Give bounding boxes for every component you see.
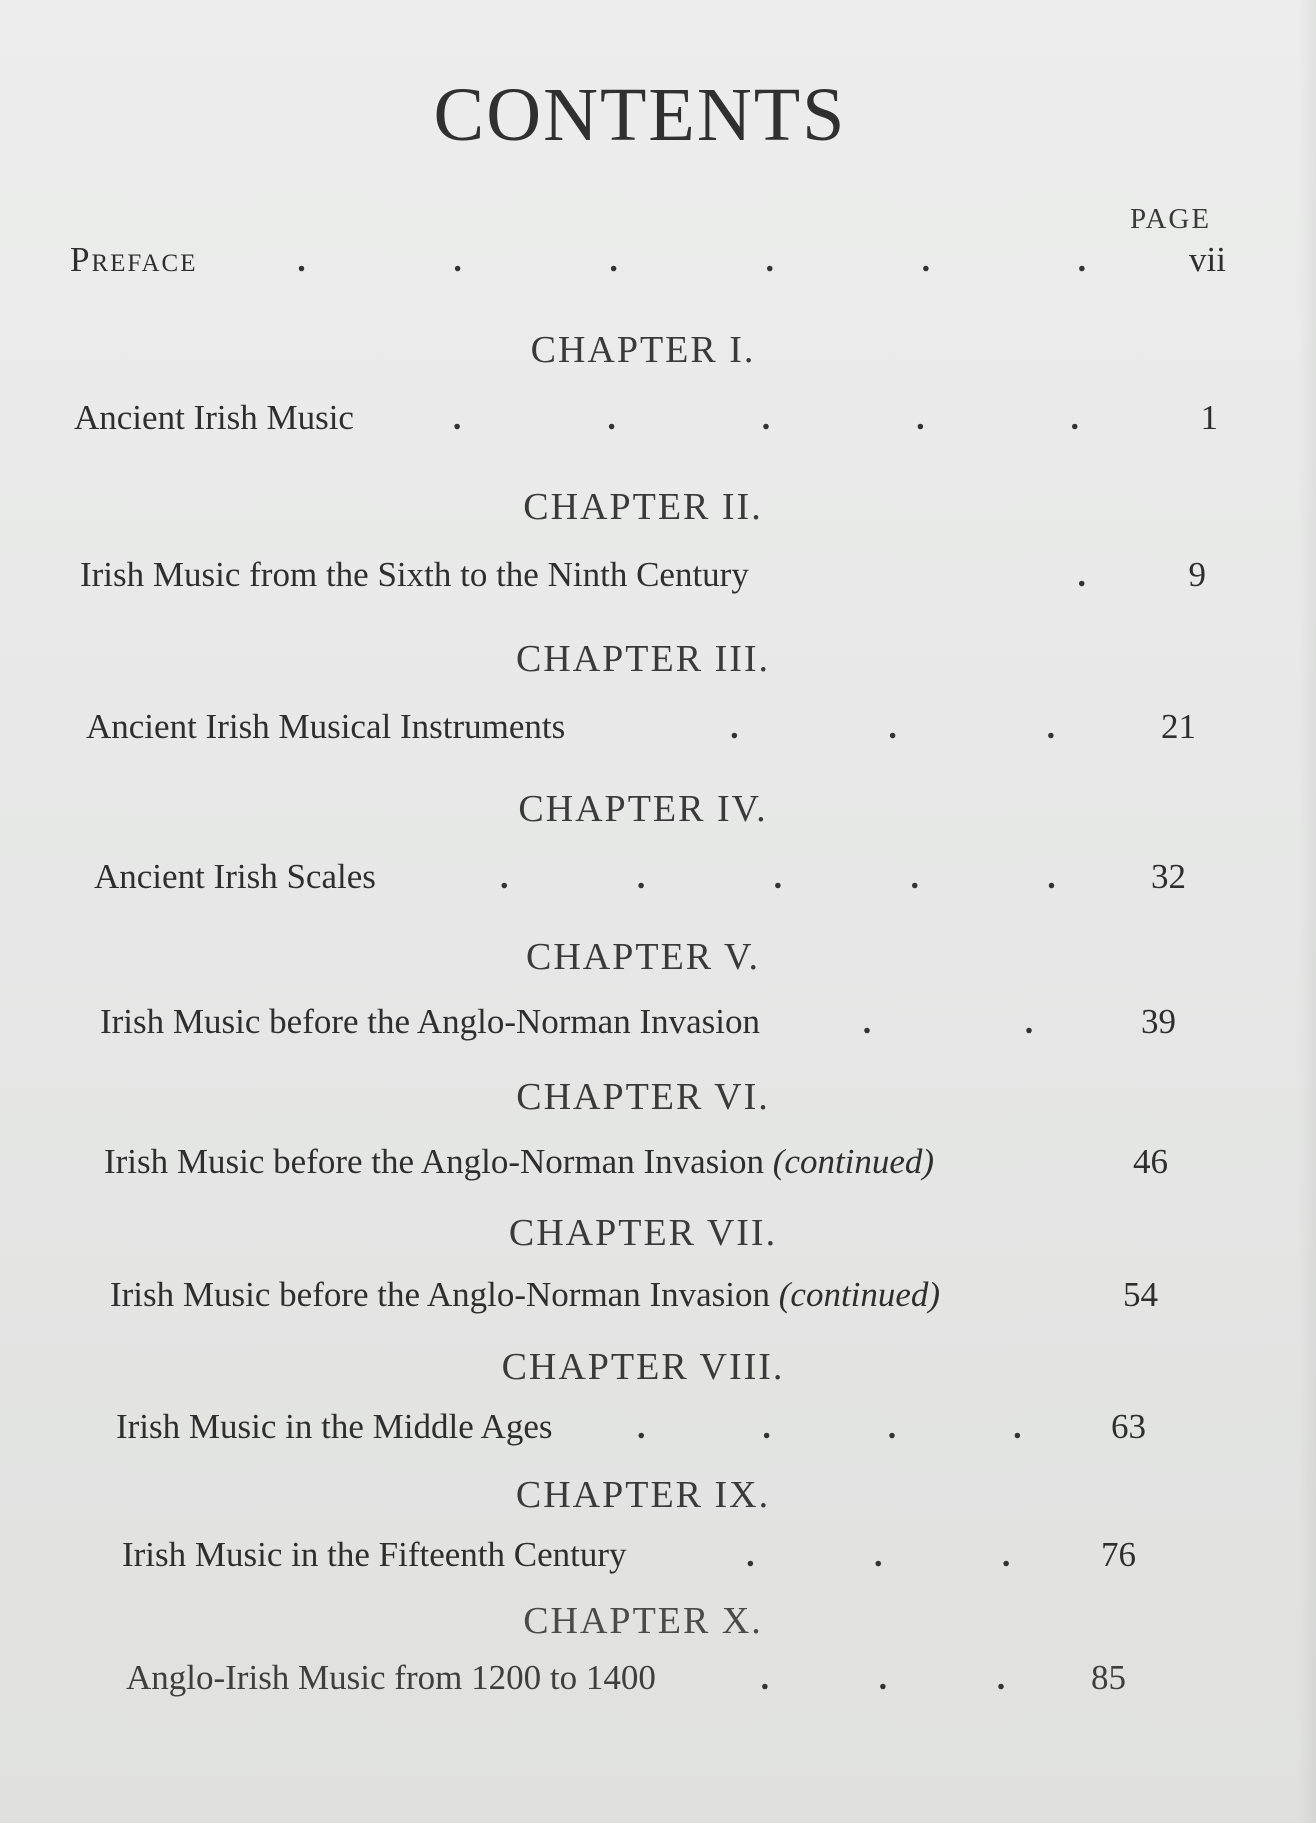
dot-leader: . . . [730,709,1056,746]
chapter-2-title: Irish Music from the Sixth to the Ninth Century [80,555,749,594]
chapter-8-page-number: 63 [1111,1407,1146,1446]
toc-entry-chapter-10 [126,1648,1126,1698]
chapter-heading-4: CHAPTER IV. [518,788,768,830]
page-column-label: PAGE [1130,203,1212,235]
chapter-2-page-number: 9 [1188,555,1206,594]
preface-label: Preface [70,240,198,279]
chapter-4-page-number: 32 [1151,857,1186,896]
preface-page-number: vii [1189,240,1226,279]
dot-leader: . . . [746,1537,1011,1574]
dot-leader: . . . . . . [297,242,1087,279]
chapter-4-title: Ancient Irish Scales [94,857,376,896]
toc-entry-chapter-4 [94,847,1186,897]
toc-entry-preface [70,230,1226,280]
chapter-heading-10: CHAPTER X. [523,1600,763,1642]
chapter-5-title: Irish Music before the Anglo-Norman Invasion [100,1002,760,1041]
chapter-9-page-number: 76 [1101,1535,1136,1574]
chapter-heading-3: CHAPTER III. [515,638,771,680]
chapter-heading-2: CHAPTER II. [523,486,763,528]
chapter-heading-5: CHAPTER V. [526,936,760,978]
chapter-10-title: Anglo-Irish Music from 1200 to 1400 [126,1658,656,1697]
chapter-6-title-note: (continued) [772,1142,935,1181]
toc-entry-chapter-7 [110,1265,1158,1315]
chapter-3-page-number: 21 [1161,707,1196,746]
dot-leader: . . . [760,1660,1006,1697]
toc-entry-chapter-1 [74,388,1218,438]
chapter-heading-6: CHAPTER VI. [516,1076,770,1118]
chapter-heading-1: CHAPTER I. [530,329,756,371]
toc-entry-chapter-2 [80,545,1206,595]
toc-entry-chapter-8 [116,1397,1146,1447]
chapter-1-page-number: 1 [1200,398,1218,437]
chapter-6-title-text: Irish Music before the Anglo-Norman Invasion [104,1142,764,1181]
chapter-heading-9: CHAPTER IX. [515,1474,771,1516]
chapter-5-page-number: 39 [1141,1002,1176,1041]
chapter-10-page-number: 85 [1091,1658,1126,1697]
page-edge-shadow [1298,0,1316,1823]
chapter-9-title: Irish Music in the Fifteenth Century [122,1535,627,1574]
chapter-6-title [104,1142,934,1182]
chapter-heading-8: CHAPTER VIII. [501,1346,785,1388]
chapter-7-title-note: (continued) [778,1275,941,1314]
chapter-1-title: Ancient Irish Music [74,398,354,437]
dot-leader: . . [862,1004,1034,1041]
toc-entry-chapter-6 [104,1132,1168,1182]
chapter-3-title: Ancient Irish Musical Instruments [86,707,566,746]
toc-entry-chapter-3 [86,697,1196,747]
dot-leader: . . . . [636,1409,1022,1446]
dot-leader: . . . . . [452,400,1080,437]
chapter-7-page-number: 54 [1123,1275,1158,1314]
page-title: CONTENTS [433,73,847,157]
toc-entry-chapter-5 [100,992,1176,1042]
chapter-heading-7: CHAPTER VII. [508,1212,778,1254]
dot-leader: . [1077,557,1086,594]
chapter-7-title [110,1275,940,1315]
chapter-6-page-number: 46 [1133,1142,1168,1181]
dot-leader: . . . . . [500,859,1056,896]
chapter-7-title-text: Irish Music before the Anglo-Norman Invasion [110,1275,770,1314]
toc-entry-chapter-9 [122,1525,1136,1575]
chapter-8-title: Irish Music in the Middle Ages [116,1407,553,1446]
